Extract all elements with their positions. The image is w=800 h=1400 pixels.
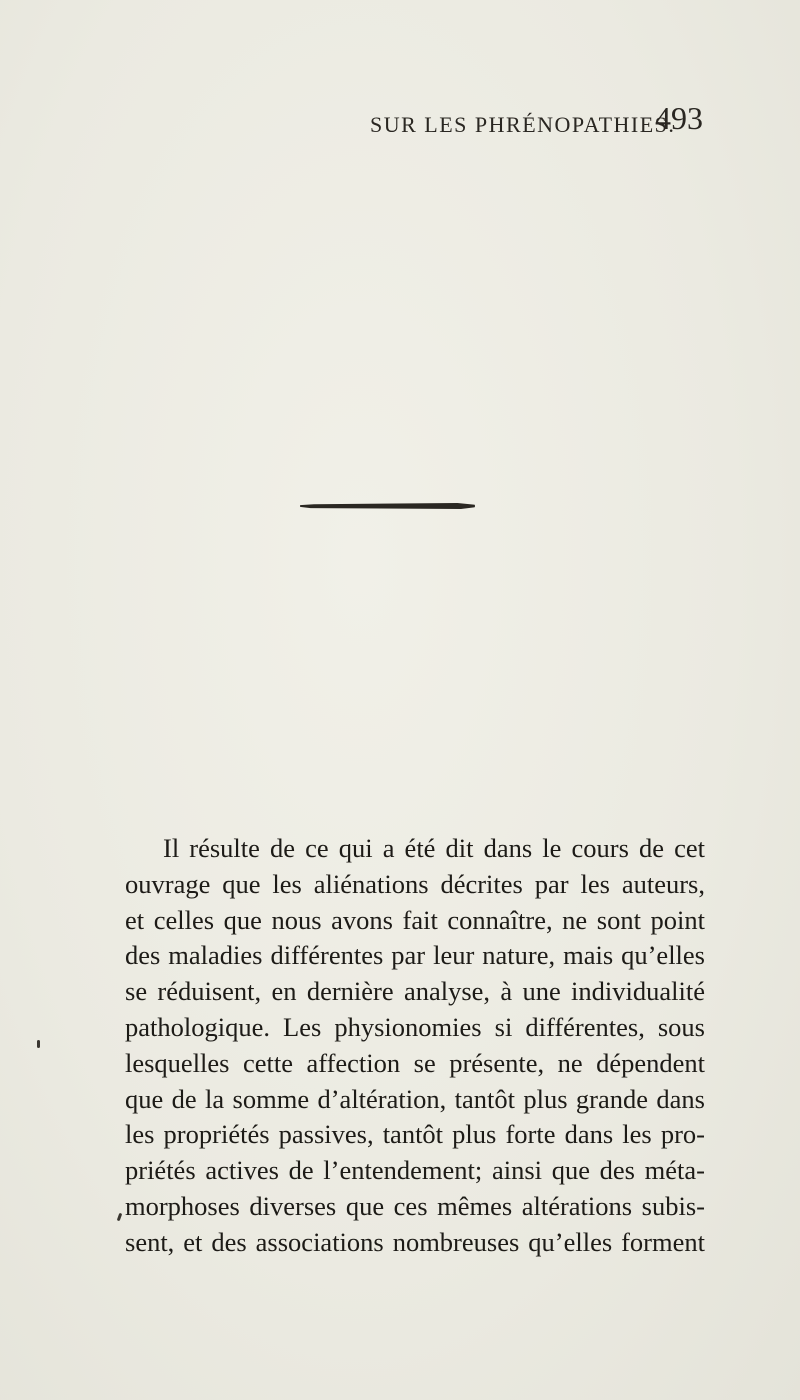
body-paragraph: [125, 831, 705, 1261]
text-line: priétés actives de l’entendement; ainsi que des méta-: [125, 1155, 705, 1186]
text-line: sent, et des associations nombreuses qu’elles forment: [125, 1226, 705, 1257]
text-line: que de la somme d’altération, tantôt plus grande dans: [125, 1083, 705, 1114]
text-line: pathologique. Les physionomies si différentes, sous: [125, 1011, 705, 1042]
running-head: SUR LES PHRÉNOPATHIES.: [370, 112, 676, 137]
text-line: Il résulte de ce qui a été dit dans le cours de cet: [163, 833, 705, 863]
text-line: et celles que nous avons fait connaître, ne sont point: [125, 904, 705, 935]
section-divider: [300, 503, 475, 509]
text-line: morphoses diverses que ces mêmes altérations subis-: [125, 1190, 705, 1221]
text-line: ouvrage que les aliénations décrites par les auteurs,: [125, 868, 705, 899]
margin-speck: [117, 1213, 123, 1222]
margin-speck: [37, 1040, 40, 1048]
text-line: les propriétés passives, tantôt plus forte dans les pro-: [125, 1119, 705, 1150]
text-line: des maladies différentes par leur nature, mais qu’elles: [125, 940, 705, 971]
text-line: lesquelles cette affection se présente, ne dépendent: [125, 1047, 705, 1078]
page-number: 493: [655, 100, 703, 136]
text-line: se réduisent, en dernière analyse, à une individualité: [125, 976, 705, 1007]
